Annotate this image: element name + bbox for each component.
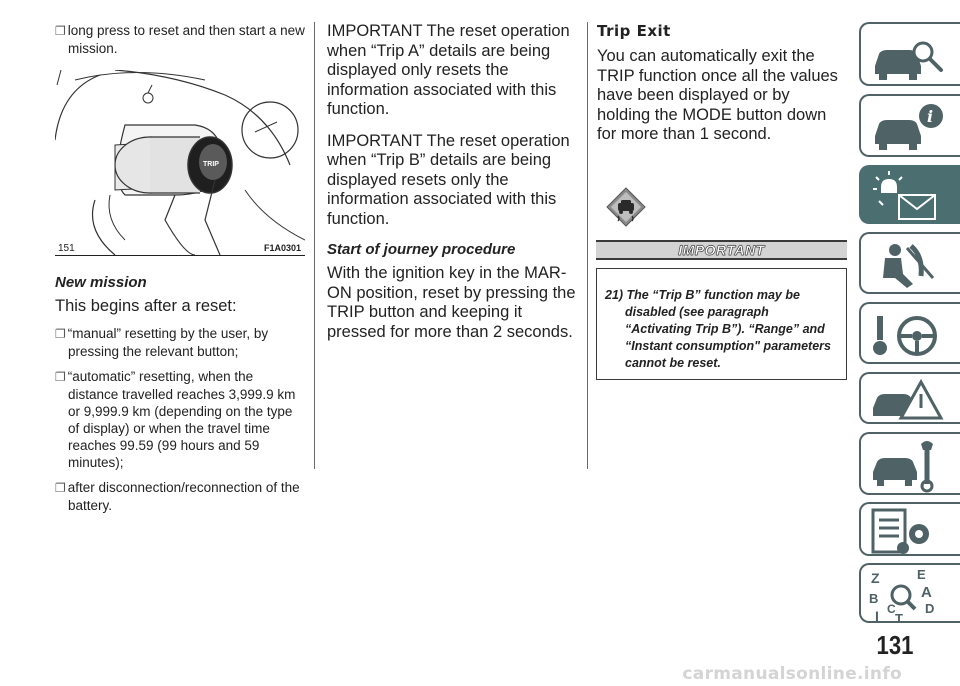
bullet-item [55,325,305,360]
trip-exit-paragraph: You can automatically exit the TRIP function once all the values have been displayed or by holding the MODE button down for more than 1 second. [597,47,838,143]
bullet-item [55,479,305,514]
trip-button-illustration [55,70,305,255]
tab-warning-lights[interactable] [859,165,960,224]
watermark: carmanualsonline.info [682,664,902,684]
section-heading: Start of journey procedure [327,241,516,258]
column-divider [587,22,588,469]
bullet-item [55,22,318,57]
figure-caption-line [55,255,305,256]
svg-text:i: i [927,107,934,126]
column-2 [327,22,577,342]
tab-emergency[interactable] [859,372,960,424]
bullet-text: long press to reset and then start a new mission. [67,23,305,56]
intro-text: This begins after a reset: [55,297,237,315]
tab-car-info[interactable] [859,94,960,157]
car-search-icon [861,24,960,88]
index-letter: C [887,602,896,616]
car-accident-warning-icon [861,374,960,426]
warning-light-message-icon [861,167,960,226]
note-text: 21) The “Trip B” function may be disabled (see paragraph “Activating Trip B”). “Range” and “Instant consumption" parameters cannot be reset. [605,288,831,370]
column-3 [597,22,847,145]
checkbox-bullet-icon: ❐ [55,24,66,38]
slippery-road-warning-icon [605,186,647,228]
index-letter: E [917,567,926,582]
checkbox-bullet-icon: ❐ [55,369,66,384]
tab-car-search[interactable] [859,22,960,86]
trip-button-label: TRIP [203,161,219,168]
index-letter: A [921,584,932,601]
important-paragraph-2: IMPORTANT The reset operation when “Trip B” details are being displayed resets only the information associated with this function. [327,131,570,228]
bullet-text: after disconnection/reconnection of the battery. [67,479,300,513]
important-note-box [596,268,847,380]
checkbox-bullet-icon: ❐ [55,480,66,495]
figure-number: 151 [58,243,75,254]
seat-person-safety-icon [861,234,960,296]
tab-technical-data[interactable] [859,502,960,556]
section-heading: Trip Exit [597,22,671,40]
tab-index[interactable] [859,563,960,623]
car-wrench-icon [861,434,960,497]
section-heading: New mission [55,274,147,291]
checkbox-bullet-icon: ❐ [55,326,66,341]
tab-maintenance[interactable] [859,432,960,495]
bullet-text: “manual” resetting by the user, by pressing the relevant button; [67,325,269,359]
index-letter: Z [871,570,880,586]
page-number: 131 [876,630,914,660]
index-letter: I [875,608,879,624]
index-letter: T [895,611,903,625]
important-paragraph-1: IMPORTANT The reset operation when “Trip A” details are being displayed only resets the information associated with this function. [327,22,570,118]
procedure-paragraph: With the ignition key in the MAR-ON position, reset by pressing the TRIP button and keeping it pressed for more than 2 seconds. [327,264,576,341]
car-info-icon [861,96,960,159]
document-gear-icon [861,504,960,558]
column-1-body [55,274,305,522]
alphabetical-index-icon [861,565,960,625]
tab-safety[interactable] [859,232,960,294]
index-letter: D [925,601,935,616]
bullet-item [55,368,305,471]
column-divider [314,22,315,469]
important-header-bar [596,240,847,260]
key-steering-wheel-icon [861,304,960,366]
index-letter: B [869,591,879,606]
bullet-text: “automatic” resetting, when the distance travelled reaches 3,999.9 km or 9,999.9 km (depending on the type of display) or when the travel time reaches 99.59 (99 hours and 59 minutes); [67,368,296,470]
important-label: IMPORTANT [678,242,765,258]
figure-151 [55,70,305,255]
tab-starting-driving[interactable] [859,302,960,364]
figure-code: F1A0301 [264,243,302,253]
